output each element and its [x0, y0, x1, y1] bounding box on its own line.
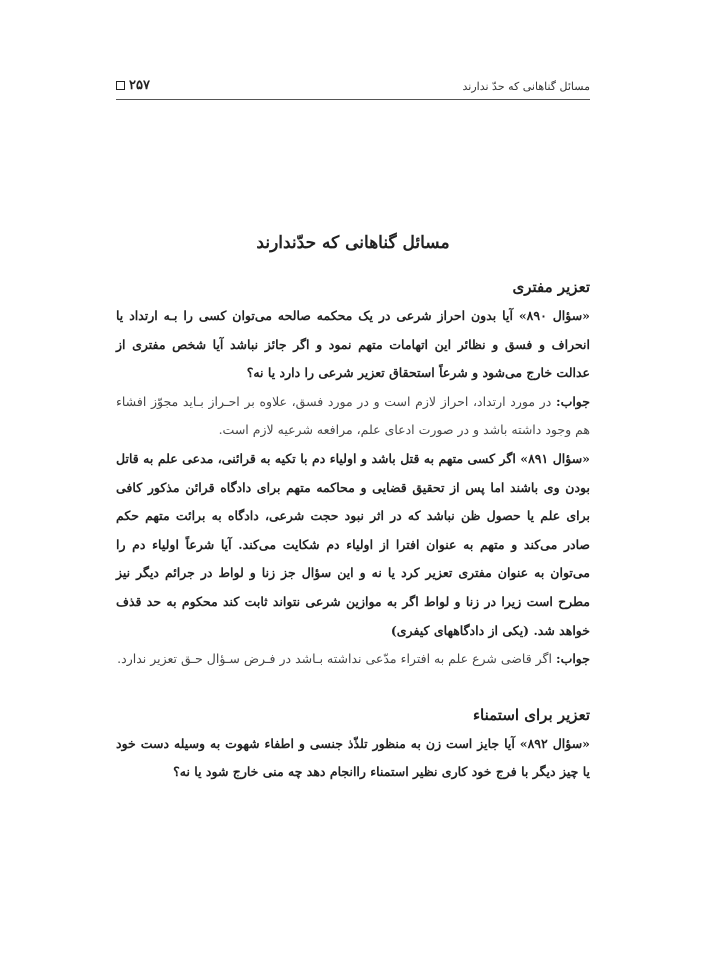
answer-891 [116, 645, 590, 674]
square-icon [116, 81, 125, 90]
question-892: «سؤال ۸۹۲» آیا جایز است زن به منظور تلذّذ جنسی و اطفاء شهوت به وسیله دست خود یا چیز دیگر با فرج خود کاری نظیر استمناء راانجام دهد چه منی خارج شود یا نه؟ [116, 735, 590, 780]
answer-text: اگر قاضی شرع علم به افتراء مدّعی نداشته بـاشد در فـرض سـؤال حـق تعزیر ندارد. [117, 651, 556, 667]
answer-890 [116, 388, 590, 445]
running-title: مسائل گناهانی که حدّ ندارند [462, 80, 590, 93]
answer-label: جواب: [555, 651, 590, 667]
header-divider [116, 99, 590, 100]
section-heading-istimna: تعزیر برای استمناء [472, 705, 590, 724]
answer-text: در مورد ارتداد، احراز لازم است و در مورد فسق، علاوه بر احـراز بـاید مجوّز افشاء هم وجود داشته باشد و در صورت ادعای علم، مرافعه شرعیه لازم است. [116, 393, 590, 438]
section-heading-mofteri: تعزیر مفتری [512, 278, 590, 296]
question-890: «سؤال ۸۹۰» آیا بدون احراز شرعی در یک محکمه صالحه می‌توان کسی را بـه ارتداد یا انحراف و فسق و نظائر این اتهامات متهم نمود و اگر جائز نباشد آیا شخص مفتری از عدالت خارج می‌شود و شرعاً استحقاق تعزیر شرعی را دارد یا نه؟ [116, 308, 590, 381]
page-number-text: ۲۵۷ [129, 78, 150, 93]
main-content [116, 230, 590, 787]
running-header [116, 78, 590, 100]
chapter-title: مسائل گناهانی که حدّندارند [256, 233, 450, 253]
question-891: «سؤال ۸۹۱» اگر کسی متهم به قتل باشد و اولیاء دم با تکیه به قرائنی، مدعی علم به قاتل بودن وی باشند اما پس از تحقیق قضایی و محاکمه متهم برای دادگاه قرائن مذکور کافی برای علم یا حصول ظن نباشد که در اثر نبود حجت شرعی، دادگاه به برائت متهم حکم صادر می‌کند و متهم به عنوان افترا از اولیاء دم شکایت می‌کند. آیا شرعاً اولیاء دم را می‌توان به عنوان مفتری تعزیر کرد یا نه و این سؤال جز زنا و لواط در جرائم دیگر نیز مطرح است زیرا در زنا و لواط اگر به موازین شرعی نتواند ثابت کند محکوم به حد قذف خواهد شد. (یکی از دادگاههای کیفری) [116, 450, 590, 638]
answer-label: جواب: [555, 393, 590, 409]
page-number [116, 78, 150, 93]
